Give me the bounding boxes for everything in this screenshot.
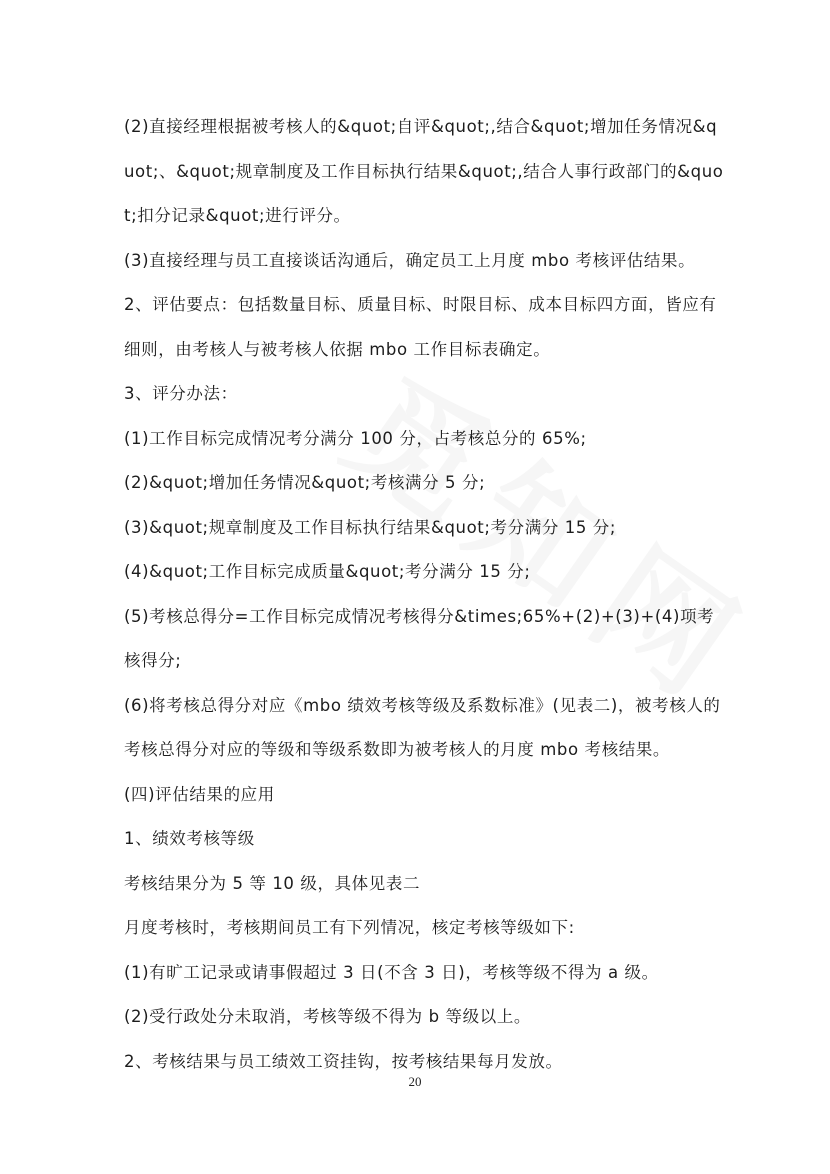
paragraph: 2、评估要点：包括数量目标、质量目标、时限目标、成本目标四方面，皆应有细则，由考核人与被考核人依据 mbo 工作目标表确定。 <box>124 295 717 359</box>
document-body <box>124 105 724 1084</box>
paragraph: (1)有旷工记录或请事假超过 3 日(不含 3 日)，考核等级不得为 a 级。 <box>124 962 659 982</box>
subsection-heading: 1、绩效考核等级 <box>124 829 255 848</box>
paragraph: (4)&quot;工作目标完成质量&quot;考分满分 15 分; <box>124 562 531 581</box>
paragraph: 月度考核时，考核期间员工有下列情况，核定考核等级如下: <box>124 918 575 937</box>
paragraph: 3、评分办法： <box>124 384 238 403</box>
paragraph: (2)直接经理根据被考核人的&quot;自评&quot;,结合&quot;增加任务情况&quot;、&quot;规章制度及工作目标执行结果&quot;,结合人事行政部门的&quot;扣分记录&quot;进行评分。 <box>124 117 724 225</box>
paragraph: (6)将考核总得分对应《mbo 绩效考核等级及系数标准》(见表二)，被考核人的考核总得分对应的等级和等级系数即为被考核人的月度 mbo 考核结果。 <box>124 695 721 759</box>
paragraph: (5)考核总得分=工作目标完成情况考核得分&times;65%+(2)+(3)+(4)项考核得分; <box>124 606 715 670</box>
section-heading: (四)评估结果的应用 <box>124 784 275 804</box>
page-number: 20 <box>408 1074 422 1089</box>
paragraph: (3)&quot;规章制度及工作目标执行结果&quot;考分满分 15 分; <box>124 517 617 537</box>
paragraph: 2、考核结果与员工绩效工资挂钩，按考核结果每月发放。 <box>124 1051 563 1071</box>
paragraph: (3)直接经理与员工直接谈话沟通后，确定员工上月度 mbo 考核评估结果。 <box>124 250 696 270</box>
paragraph: (2)受行政处分未取消，考核等级不得为 b 等级以上。 <box>124 1007 532 1026</box>
paragraph: (1)工作目标完成情况考分满分 100 分，占考核总分的 65%; <box>124 428 587 448</box>
paragraph: (2)&quot;增加任务情况&quot;考核满分 5 分; <box>124 473 486 492</box>
paragraph: 考核结果分为 5 等 10 级，具体见表二 <box>124 873 421 893</box>
